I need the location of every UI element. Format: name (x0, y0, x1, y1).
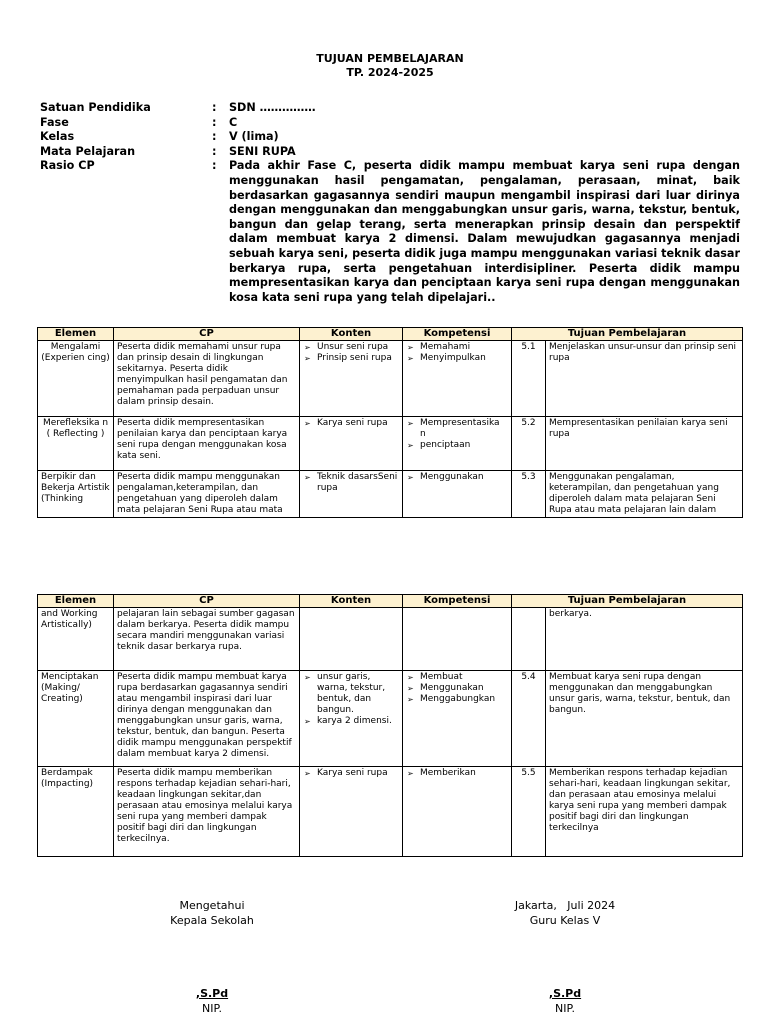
konten-item: ➢ Teknik dasarsSeni rupa (303, 472, 399, 494)
konten-cell (300, 471, 403, 518)
info-colon: : (212, 115, 217, 129)
info-value: SDN …………… (229, 101, 316, 114)
info-label: Satuan Pendidika (40, 101, 151, 114)
kompetensi-cell (403, 341, 512, 417)
kompetensi-item: ➢ Mempresentasika n (406, 418, 508, 440)
kompetensi-cell (403, 471, 512, 518)
signature-block-teacher (485, 898, 645, 928)
kompetensi-item: ➢ Menggunakan (406, 683, 508, 694)
konten-cell (300, 671, 403, 767)
header-elemen: Elemen (38, 595, 114, 608)
cp-cell: Peserta didik memahami unsur rupa dan prinsip desain di lingkungan sekitarnya. Peserta didik menyimpulkan hasil pengamatan dan pemahaman pada perpaduan unsur dalam prinsip desain. (114, 341, 300, 417)
info-label: Kelas (40, 130, 75, 144)
learning-goals-table-1 (37, 327, 743, 518)
signature-role: Kepala Sekolah (170, 914, 254, 927)
header-kompetensi: Kompetensi (403, 328, 512, 341)
table-row (38, 671, 743, 767)
konten-item: ➢ Unsur seni rupa (303, 342, 399, 353)
cp-cell: Peserta didik mampu menggunakan pengalaman,keterampilan, dan pengetahuan yang diperoleh dalam mata pelajaran Seni Rupa atau mata (114, 471, 300, 518)
konten-item: ➢ Prinsip seni rupa (303, 353, 399, 364)
cp-cell: Peserta didik mempresentasikan penilaian karya dan penciptaan karya seni rupa dengan menggunakan kosa kata seni. (114, 417, 300, 471)
signature-block-headmaster (132, 898, 292, 928)
konten-item: ➢ Karya seni rupa (303, 418, 399, 429)
kompetensi-item: ➢ penciptaan (406, 440, 508, 451)
table-row (38, 417, 743, 471)
info-row-satuan (40, 101, 740, 116)
info-value: C (229, 115, 238, 129)
goal-number (512, 608, 546, 671)
signature-caption: Mengetahui (179, 899, 245, 912)
info-row-rasio (40, 159, 740, 305)
konten-cell (300, 608, 403, 671)
kompetensi-item: ➢ Menggabungkan (406, 694, 508, 705)
kompetensi-item: ➢ Menggunakan (406, 472, 508, 483)
elemen-cell: Merefleksika n ( Reflecting ) (38, 417, 114, 471)
tujuan-cell: Mempresentasikan penilaian karya seni rupa (546, 417, 743, 471)
info-colon: : (212, 159, 217, 173)
rasio-cp-paragraph: Pada akhir Fase C, peserta didik mampu membuat karya seni rupa dengan menggunakan hasil pengamatan, pengalaman, perasaan, minat, baik berdasarkan gagasannya sendiri maupun mengambil inspirasi dari luar dirinya dengan menggunakan dan menggabungkan unsur garis, warna, tekstur, bentuk, bangun dan gelap terang, serta menerapkan prinsip desain dan perspektif dalam membuat karya 2 dimensi. Dalam mewujudkan gagasannya menjadi sebuah karya seni, peserta didik juga mampu menggunakan variasi teknik dasar berkarya rupa, serta pengetahuan interdisipliner. Peserta didik mampu mempresentasikan karya dan penciptaan karya seni rupa dengan menggunakan kosa kata seni rupa yang telah dipelajari.. (229, 159, 740, 304)
header-tujuan: Tujuan Pembelajaran (512, 328, 743, 341)
kompetensi-cell (403, 671, 512, 767)
table-row (38, 471, 743, 518)
elemen-cell: and Working Artistically) (38, 608, 114, 671)
document-title: TUJUAN PEMBELAJARAN (316, 52, 464, 65)
table-row (38, 608, 743, 671)
goal-number: 5.5 (512, 767, 546, 857)
table-row (38, 767, 743, 857)
header-tujuan: Tujuan Pembelajaran (512, 595, 743, 608)
table-row (38, 341, 743, 417)
cp-cell: pelajaran lain sebagai sumber gagasan dalam berkarya. Peserta didik mampu secara mandiri menggunakan variasi teknik dasar berkarya rupa. (114, 608, 300, 671)
signature-place-date: Jakarta, Juli 2024 (514, 899, 616, 912)
kompetensi-item: ➢ Menyimpulkan (406, 353, 508, 364)
tujuan-cell: berkarya. (546, 608, 743, 671)
tujuan-cell: Membuat karya seni rupa dengan menggunakan dan menggabungkan unsur garis, warna, tekstur, bentuk, dan bangun. (546, 671, 743, 767)
info-label: Mata Pelajaran (40, 144, 136, 158)
elemen-cell: Mengalami (Experien cing) (38, 341, 114, 417)
header-kompetensi: Kompetensi (403, 595, 512, 608)
signature-name: ,S.Pd (195, 987, 229, 1000)
info-row-fase (40, 116, 740, 131)
goal-number: 5.4 (512, 671, 546, 767)
elemen-cell: Menciptakan (Making/ Creating) (38, 671, 114, 767)
konten-item: ➢ karya 2 dimensi. (303, 716, 399, 727)
konten-item: ➢ unsur garis, warna, tekstur, bentuk, dan bangun. (303, 672, 399, 716)
signature-name-teacher (485, 986, 645, 1016)
kompetensi-item: ➢ Memahami (406, 342, 508, 353)
tujuan-cell: Memberikan respons terhadap kejadian sehari-hari, keadaan lingkungan sekitar, dan perasaan atau emosinya melalui karya seni rupa yang memberi dampak positif bagi diri dan lingkungan terkecilnya (546, 767, 743, 857)
header-konten: Konten (300, 328, 403, 341)
kompetensi-cell (403, 767, 512, 857)
info-row-mapel (40, 145, 740, 160)
kompetensi-item: ➢ Memberikan (406, 768, 508, 779)
kompetensi-item: ➢ Membuat (406, 672, 508, 683)
signature-name: ,S.Pd (548, 987, 582, 1000)
cp-cell: Peserta didik mampu memberikan respons terhadap kejadian sehari-hari, keadaan lingkungan sekitar,dan perasaan atau emosinya melalui karya seni rupa yang memberi dampak positif bagi diri dan lingkungan terkecilnya. (114, 767, 300, 857)
learning-goals-table-2 (37, 594, 743, 857)
goal-number: 5.2 (512, 417, 546, 471)
konten-item: ➢ Karya seni rupa (303, 768, 399, 779)
header-elemen: Elemen (38, 328, 114, 341)
info-label: Rasio CP (40, 159, 95, 173)
info-value: V (lima) (229, 130, 279, 144)
info-colon: : (212, 144, 217, 158)
document-subtitle: TP. 2024-2025 (346, 66, 434, 79)
konten-cell (300, 341, 403, 417)
header-cp: CP (114, 328, 300, 341)
signature-role: Guru Kelas V (529, 914, 601, 927)
konten-cell (300, 417, 403, 471)
kompetensi-cell (403, 608, 512, 671)
info-label: Fase (40, 115, 69, 129)
kompetensi-cell (403, 417, 512, 471)
signature-name-headmaster (132, 986, 292, 1016)
info-row-kelas (40, 130, 740, 145)
identity-section (40, 101, 740, 305)
info-value: SENI RUPA (229, 144, 296, 158)
elemen-cell: Berdampak (Impacting) (38, 767, 114, 857)
header-cp: CP (114, 595, 300, 608)
cp-cell: Peserta didik mampu membuat karya rupa berdasarkan gagasannya sendiri atau mengambil inspirasi dari luar dirinya dengan menggunakan dan menggabungkan unsur garis, warna, tekstur, bentuk, dan bangun. Peserta didik mampu menggunakan perspektif dalam membuat karya 2 dimensi. (114, 671, 300, 767)
konten-cell (300, 767, 403, 857)
signature-nip: NIP. (555, 1002, 575, 1015)
goal-number: 5.3 (512, 471, 546, 518)
tujuan-cell: Menjelaskan unsur-unsur dan prinsip seni rupa (546, 341, 743, 417)
tujuan-cell: Menggunakan pengalaman, keterampilan, dan pengetahuan yang diperoleh dalam mata pelajaran Seni Rupa atau mata pelajaran lain dalam (546, 471, 743, 518)
info-colon: : (212, 101, 217, 114)
header-konten: Konten (300, 595, 403, 608)
elemen-cell: Berpikir dan Bekerja Artistik (Thinking (38, 471, 114, 518)
table-header-row (38, 595, 743, 608)
signature-nip: NIP. (202, 1002, 222, 1015)
goal-number: 5.1 (512, 341, 546, 417)
table-header-row (38, 328, 743, 341)
info-colon: : (212, 130, 217, 144)
